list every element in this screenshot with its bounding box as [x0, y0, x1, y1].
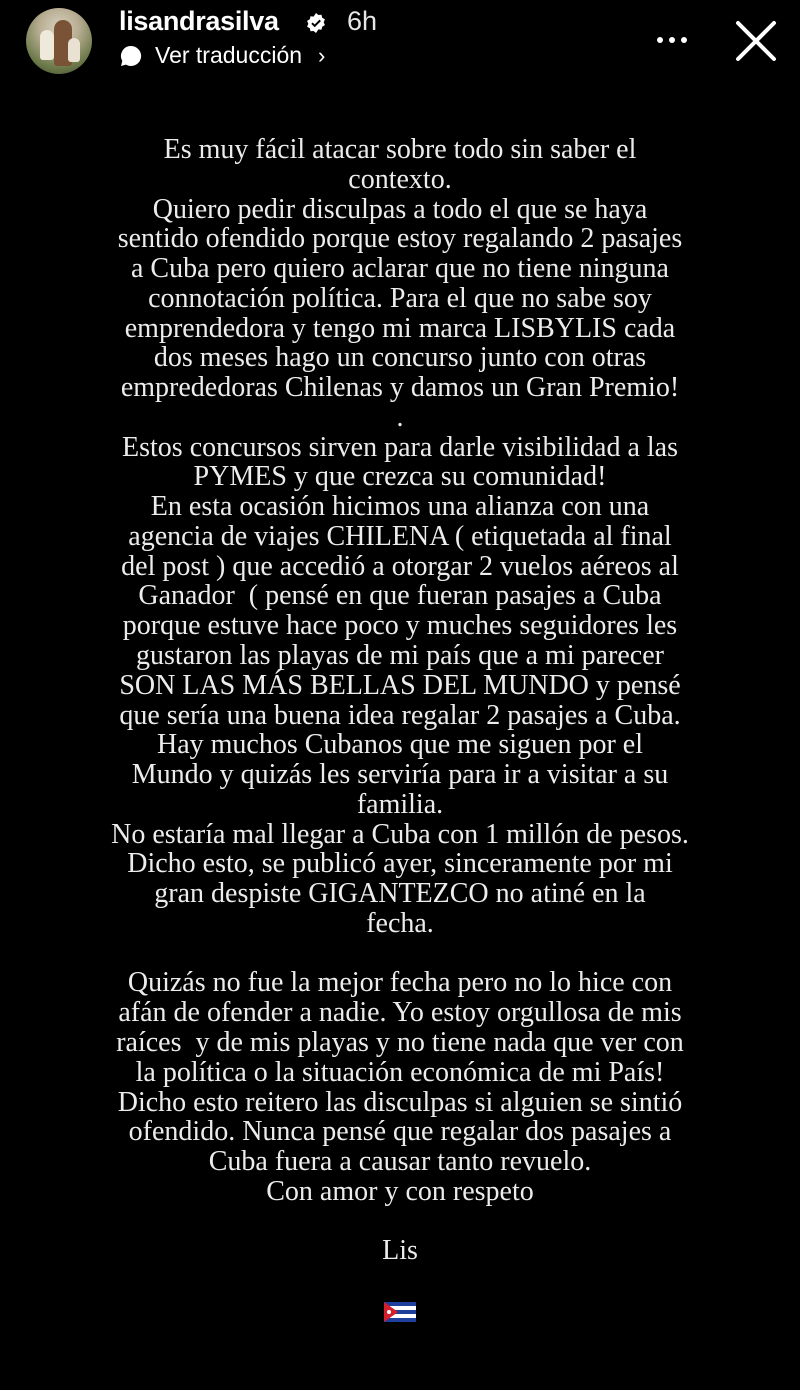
- story-text-line: sentido ofendido porque estoy regalando 2 pasajes: [117, 223, 683, 255]
- story-text-line: Lis: [382, 1235, 418, 1267]
- post-time: 6h: [347, 6, 378, 36]
- story-text-line: Ganador ( pensé en que fueran pasajes a Cuba: [138, 580, 662, 612]
- story-text-line: gustaron las playas de mi país que a mi parecer: [136, 640, 664, 672]
- story-text-line: emprendedora y tengo mi marca LISBYLIS cada: [124, 312, 676, 344]
- story-text-line: a Cuba pero quiero aclarar que no tiene ninguna: [130, 253, 669, 285]
- more-options-button[interactable]: [652, 30, 692, 50]
- see-translation-label: Ver traducción: [155, 42, 303, 68]
- story-text-line: Dicho esto reitero las disculpas si alguien se sintió: [117, 1086, 683, 1118]
- story-text-line: [0, 1266, 800, 1296]
- story-text-line: Cuba fuera a causar tanto revuelo.: [208, 1146, 592, 1178]
- story-text-line: No estaría mal llegar a Cuba con 1 millón de pesos.: [111, 818, 689, 850]
- story-text-line: Es muy fácil atacar sobre todo sin saber el: [163, 134, 637, 165]
- username[interactable]: lisandrasilva: [119, 6, 279, 36]
- story-text-line: emprededoras Chilenas y damos un Gran Premio!: [120, 372, 680, 404]
- story-text-line: Hay muchos Cubanos que me siguen por el: [156, 729, 644, 761]
- story-text-line: gran despiste GIGANTEZCO no atiné en la: [154, 878, 646, 910]
- story-text-line: Quiero pedir disculpas a todo el que se haya: [152, 193, 648, 225]
- story-text-line: dos meses hago un concurso junto con otras: [153, 342, 647, 374]
- story-text-line: familia.: [356, 788, 444, 820]
- story-text-line: porque estuve hace poco y muches seguidores les: [122, 610, 678, 642]
- story-text-line: .: [396, 401, 404, 433]
- story-text-line: Mundo y quizás les serviría para ir a visitar a su: [131, 759, 669, 791]
- story-text-line: raíces y de mis playas y no tiene nada que ver con: [116, 1026, 684, 1058]
- story-text-line: [0, 939, 800, 969]
- story-text-line: la política o la situación económica de mi País!: [135, 1056, 665, 1088]
- see-translation-link[interactable]: [119, 42, 325, 69]
- story-text-line: afán de ofender a nadie. Yo estoy orgullosa de mis: [118, 997, 682, 1029]
- story-text-line: que sería una buena idea regalar 2 pasajes a Cuba.: [119, 699, 681, 731]
- story-text-line: Con amor y con respeto: [266, 1175, 534, 1207]
- story-text: [0, 135, 800, 1326]
- story-text-line: fecha.: [366, 907, 434, 939]
- story-text-line: PYMES y que crezca su comunidad!: [193, 461, 607, 493]
- story-text-line: [0, 1207, 800, 1237]
- story-text-line: Estos concursos sirven para darle visibilidad a las: [122, 431, 678, 463]
- chevron-right-icon: ›: [318, 42, 326, 68]
- story-text-line: connotación política. Para el que no sabe soy: [148, 282, 652, 314]
- story-text-line: contexto.: [348, 163, 452, 195]
- story-text-line: ofendido. Nunca pensé que regalar dos pasajes a: [128, 1116, 672, 1148]
- story-text-line: SON LAS MÁS BELLAS DEL MUNDO y pensé: [119, 669, 681, 701]
- flag-line: [0, 1296, 800, 1326]
- avatar[interactable]: [26, 8, 92, 74]
- story-text-line: En esta ocasión hicimos una alianza con una: [150, 491, 650, 523]
- speech-bubble-icon: [119, 44, 143, 68]
- cuba-flag-icon: [384, 1302, 416, 1322]
- story-text-line: del post ) que accedió a otorgar 2 vuelos aéreos al: [121, 550, 679, 582]
- verified-badge-icon: [306, 13, 326, 33]
- close-icon[interactable]: [732, 17, 780, 65]
- story-text-line: Dicho esto, se publicó ayer, sinceramente por mi: [127, 848, 673, 880]
- story-text-line: agencia de viajes CHILENA ( etiquetada al final: [128, 520, 672, 552]
- story-text-line: Quizás no fue la mejor fecha pero no lo hice con: [127, 967, 673, 999]
